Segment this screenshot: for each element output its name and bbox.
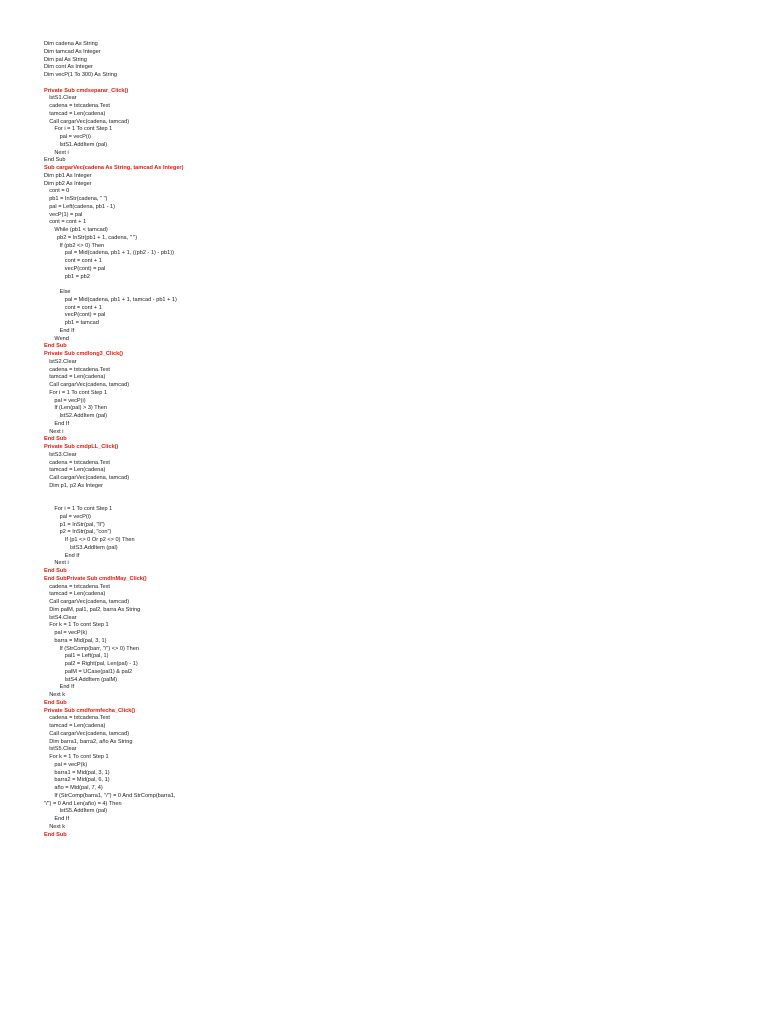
code-line: For i = 1 To cont Step 1 xyxy=(49,389,108,396)
code-line-declaration: End Sub xyxy=(44,699,67,706)
code-line-declaration: Private Sub cmdformfecha_Click() xyxy=(44,707,136,714)
code-line: lstS4.Clear xyxy=(49,614,77,621)
code-line: Dim vecP(1 To 300) As String xyxy=(44,72,117,78)
code-line: End If xyxy=(59,684,75,691)
code-line: barra1 = Mid(pal, 3, 1) xyxy=(54,769,110,776)
code-line: Next i xyxy=(54,560,69,567)
code-line: If (Len(pal) > 3) Then xyxy=(54,405,107,412)
code-line-declaration: Sub cargarVec(cadena As String, tamcad As Integer) xyxy=(44,165,184,171)
code-line: End If xyxy=(64,552,80,559)
code-line: Wend xyxy=(54,335,69,342)
code-line: Next k xyxy=(49,823,66,830)
code-line: tamcad = Len(cadena) xyxy=(49,110,106,117)
code-line: Dim pb2 As Integer xyxy=(44,180,92,187)
code-line: pb2 = InStr(pb1 + 1, cadena, " ") xyxy=(57,234,138,241)
code-line: pal = vecP(k) xyxy=(54,761,88,768)
code-line: p1 = InStr(pal, "ll") xyxy=(59,521,105,528)
code-line: lstS3.AddItem (pal) xyxy=(70,544,118,551)
code-line: If (StrComp(barra1, "/") = 0 And StrComp(barra1, xyxy=(54,792,176,799)
code-listing xyxy=(44,41,744,839)
code-line: Dim pb1 As Integer xyxy=(44,172,92,179)
code-line: Call cargarVec(cadena, tamcad) xyxy=(49,118,130,125)
code-line: pal = Left(cadena, pb1 - 1) xyxy=(49,203,115,210)
code-line: pal = Mid(cadena, pb1 + 1, ((pb2 - 1) - pb1)) xyxy=(64,250,174,257)
code-line: Dim pal As String xyxy=(44,56,87,63)
code-line: pal = Mid(cadena, pb1 + 1, tamcad - pb1 + 1) xyxy=(64,296,177,303)
code-line: For i = 1 To cont Step 1 xyxy=(54,126,113,133)
code-line: lstS4.AddItem (palM) xyxy=(64,676,118,683)
code-line: Dim barra1, barra2, año As String xyxy=(49,738,133,745)
code-line: pal = vecP(k) xyxy=(54,630,88,636)
code-line: If (StrComp(barr, "/") <> 0) Then xyxy=(59,645,140,652)
code-line: lstS1.Clear xyxy=(49,95,77,102)
code-line xyxy=(44,80,744,88)
code-line: lstS5.AddItem (pal) xyxy=(59,808,108,815)
code-line: cadena = txtcadena.Text xyxy=(49,583,110,590)
code-line: tamcad = Len(cadena) xyxy=(49,467,106,474)
code-line: pal = vecP(i) xyxy=(54,397,86,404)
code-line: pb1 = pb2 xyxy=(64,273,90,280)
code-line: cadena = txtcadena.Text xyxy=(49,715,110,722)
code-line: vecP(cont) = pal xyxy=(64,312,106,319)
code-line: Dim p1, p2 As Integer xyxy=(49,482,103,489)
code-line: End If xyxy=(54,420,70,427)
code-line: cont = cont + 1 xyxy=(49,219,87,226)
code-line: Call cargarVec(cadena, tamcad) xyxy=(49,599,130,605)
code-line: Dim palM, pal1, pal2, barra As String xyxy=(49,606,141,613)
code-line: vecP(cont) = pal xyxy=(64,265,106,272)
code-line: pal2 = Right(pal, Len(pal) - 1) xyxy=(64,661,138,667)
code-line-declaration: End Sub xyxy=(44,436,67,443)
code-line: End Sub xyxy=(44,157,66,164)
code-line: vecP(1) = pal xyxy=(49,211,83,218)
code-line-declaration: Private Sub cmdpLL_Click() xyxy=(44,444,119,450)
code-line: If (p1 <> 0 Or p2 <> 0) Then xyxy=(64,537,135,543)
code-line: Dim cont As Integer xyxy=(44,64,93,71)
code-line: Call cargarVec(cadena, tamcad) xyxy=(49,730,130,737)
code-line xyxy=(44,281,744,289)
code-line xyxy=(44,498,744,506)
code-line: For k = 1 To cont Step 1 xyxy=(49,622,109,629)
code-line: cadena = txtcadena.Text xyxy=(49,366,110,373)
code-line-declaration: End Sub xyxy=(44,343,67,350)
code-line: pb1 = tamcad xyxy=(64,320,99,326)
code-line: palM = UCase(pal1) & pal2 xyxy=(64,668,133,675)
code-line: lstS5.Clear xyxy=(49,746,77,753)
code-line: tamcad = Len(cadena) xyxy=(49,374,106,381)
code-line-declaration: End SubPrivate Sub cmdInMay_Click() xyxy=(44,575,147,582)
code-line: tamcad = Len(cadena) xyxy=(49,591,106,598)
code-line: For k = 1 To cont Step 1 xyxy=(49,754,109,760)
code-line: While (pb1 < tamcad) xyxy=(54,227,108,233)
code-line: Dim tamcad As Integer xyxy=(44,48,101,55)
code-line: lstS2.AddItem (pal) xyxy=(59,413,108,419)
code-line: cadena = txtcadena.Text xyxy=(49,103,110,109)
code-line: lstS3.Clear xyxy=(49,451,77,458)
code-line: cont = cont + 1 xyxy=(64,258,102,264)
code-line-declaration: End Sub xyxy=(44,568,67,574)
code-line: pal = vecP(i) xyxy=(59,513,91,520)
code-line: Else xyxy=(59,289,71,295)
code-line: barra2 = Mid(pal, 6, 1) xyxy=(54,777,110,784)
code-line: Call cargarVec(cadena, tamcad) xyxy=(49,382,130,388)
code-line: p2 = InStr(pal, "con") xyxy=(59,529,112,536)
code-line: Next i xyxy=(54,149,69,156)
code-line: For i = 1 To cont Step 1 xyxy=(54,506,113,512)
code-line: End If xyxy=(59,327,75,334)
code-line: cadena = txtcadena.Text xyxy=(49,459,110,466)
code-line-declaration: End Sub xyxy=(44,831,67,838)
code-line: Call cargarVec(cadena, tamcad) xyxy=(49,475,130,481)
code-line: cont = 0 xyxy=(49,188,70,195)
code-line: pal = vecP(i) xyxy=(59,134,91,140)
code-line: If (pb2 <> 0) Then xyxy=(59,242,105,249)
code-line: cont = cont + 1 xyxy=(64,304,102,311)
code-line: Next k xyxy=(49,692,66,698)
code-line: pal1 = Left(pal, 1) xyxy=(64,653,109,660)
code-line xyxy=(44,491,744,499)
code-line-declaration: Private Sub cmdseparar_Click() xyxy=(44,87,129,94)
code-line: año = Mid(pal, 7, 4) xyxy=(54,785,103,791)
code-line: lstS1.AddItem (pal) xyxy=(59,141,108,148)
code-line: Dim cadena As String xyxy=(44,41,98,47)
code-line-declaration: Private Sub cmdlong3_Click() xyxy=(44,351,123,357)
code-line: "/") = 0 And Len(año) = 4) Then xyxy=(44,800,122,807)
code-line: tamcad = Len(cadena) xyxy=(49,723,106,729)
code-line: lstS2.Clear xyxy=(49,358,77,365)
code-line: pb1 = InStr(cadena, " ") xyxy=(49,196,108,202)
code-line: End If xyxy=(54,816,70,822)
code-line: barra = Mid(pal, 3, 1) xyxy=(54,637,107,644)
code-line: Next i xyxy=(49,428,64,435)
